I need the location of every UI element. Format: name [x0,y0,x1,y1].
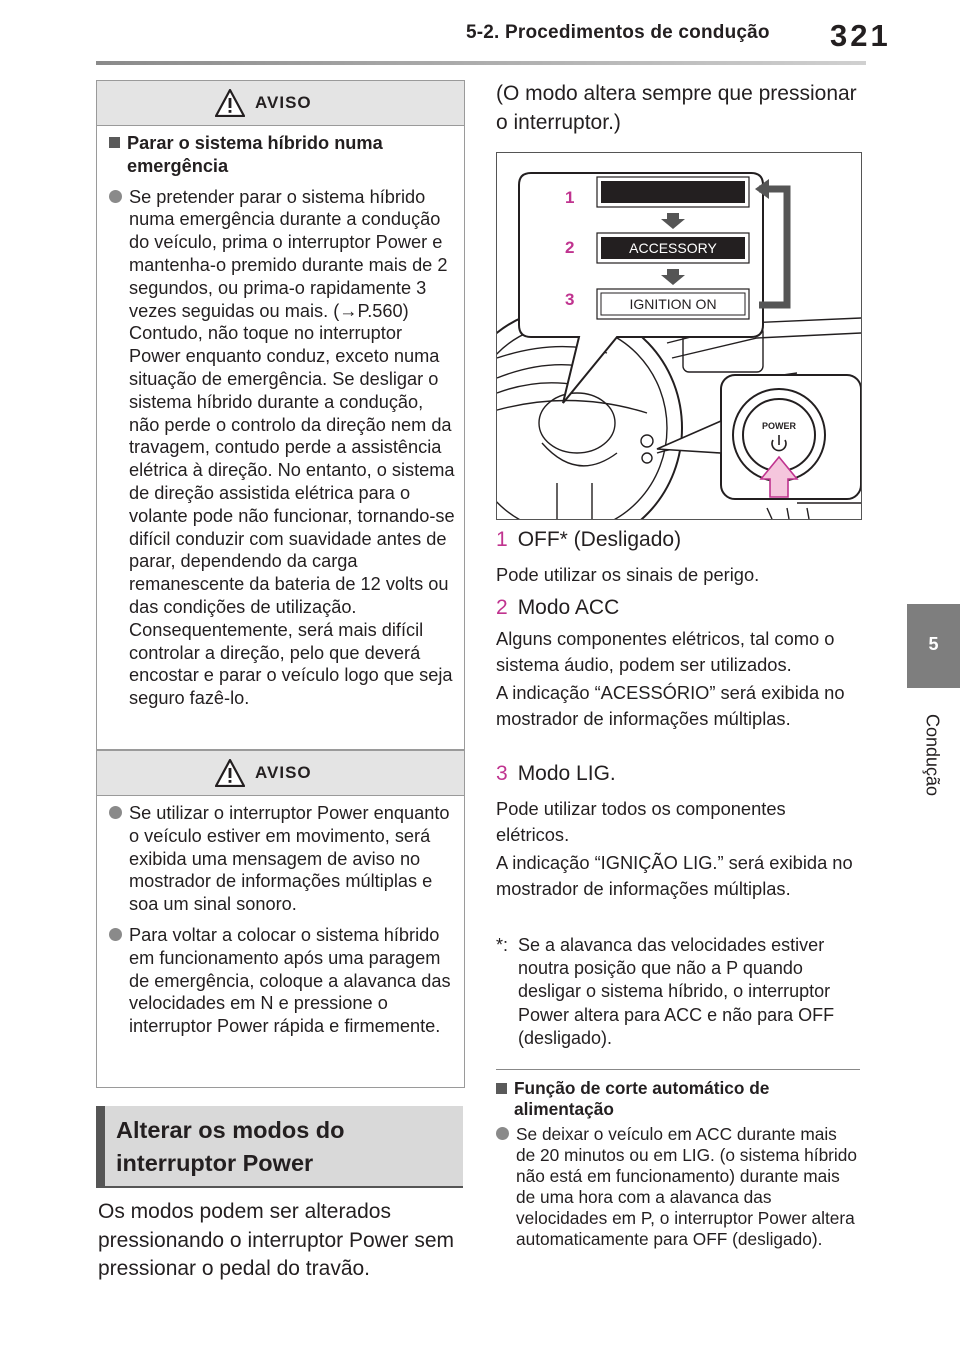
chapter-number: 5 [928,634,939,654]
warning-triangle-icon [215,89,245,117]
auto-power-off-bullet: Se deixar o veículo em ACC durante mais de 20 minutos ou em LIG. (o sistema híbrido não está em funcionamento) durante mais de uma hora com a alavanca das velocidades em P, o interruptor Power altera automaticamente para OFF (desligado). [496,1124,860,1250]
chapter-tab [907,604,960,688]
mode-ign-desc: Pode utilizar todos os componentes elétricos. [496,798,786,845]
auto-power-off-heading: Função de corte automático de alimentação [496,1078,860,1120]
round-bullet-icon [109,190,122,203]
divider [496,1069,860,1070]
mode-off: 1 OFF* (Desligado) [496,528,682,551]
warning-subheading: Parar o sistema híbrido numa emergência [109,132,456,178]
mode-acc-desc: Alguns componentes elétricos, tal como o sistema áudio, podem ser utilizados. [496,628,835,675]
square-bullet-icon [109,137,120,148]
round-bullet-icon [109,928,122,941]
dashboard-drawing [497,153,861,519]
warning-bullet: Para voltar a colocar o sistema híbrido em funcionamento após uma paragem de emergência, coloque a alavanca das velocidades em N e pressione o interruptor Power rápida e firmemente. [109,924,456,1038]
square-bullet-icon [496,1083,507,1094]
footnote: *: Se a alavanca das velocidades estiver noutra posição que não a P quando desligar o sistema híbrido, o interruptor Power altera para ACC e não para OFF (desligado). [496,935,835,1048]
warning-box-power-switch [96,750,465,1088]
page-header [0,0,960,70]
warning-title: AVISO [255,93,312,112]
mode-number-2: 2 [565,238,575,257]
mode-ign-display: A indicação “IGNIÇÃO LIG.” será exibida no mostrador de informações múltiplas. [496,852,853,899]
section-title: 5-2. Procedimentos de condução [466,22,770,43]
power-switch-illustration [496,152,862,520]
display-ignition-on: IGNITION ON [629,296,717,312]
warning-header [97,751,464,796]
warning-header [97,81,464,126]
header-rule [96,62,866,64]
warning-triangle-icon [215,759,245,787]
round-bullet-icon [109,806,122,819]
warning-box-emergency-stop [96,80,465,750]
power-button-label: POWER [761,421,797,431]
warning-title: AVISO [255,763,312,782]
auto-power-off-section [496,1078,860,1254]
section-intro: Os modos podem ser alterados pressionando o interruptor Power sem pressionar o pedal do travão. [98,1200,455,1281]
section-heading-bar [96,1106,105,1188]
mode-number-1: 1 [565,188,575,207]
mode-ign: 3 Modo LIG. [496,762,616,785]
mode-acc: 2 Modo ACC [496,596,620,619]
page-number: 321 [830,18,891,53]
warning-bullet: Se utilizar o interruptor Power enquanto o veículo estiver em movimento, será exibida uma mensagem de aviso no mostrador de informações múltiplas e soa um sinal sonoro. [109,802,456,916]
display-accessory: ACCESSORY [629,240,717,256]
round-bullet-icon [496,1127,509,1140]
mode-change-note: (O modo altera sempre que pressionar o interruptor.) [496,82,857,134]
mode-acc-display: A indicação “ACESSÓRIO” será exibida no mostrador de informações múltiplas. [496,682,845,729]
mode-number-3: 3 [565,290,575,309]
section-heading: Alterar os modos do interruptor Power [96,1106,463,1188]
chapter-label: Condução [922,713,943,797]
warning-bullet: Se pretender parar o sistema híbrido numa emergência durante a condução do veículo, prima o interruptor Power e mantenha-o premido durante mais de 2 segundos, ou prima-o rapidamente 3 vezes seguidas ou mais. (→P.560) Contudo, não toque no interruptor Power enquanto conduz, exceto numa situação de emergência. Se desligar o sistema híbrido durante a condução, não perde o controlo da direção nem da travagem, contudo perde a assistência elétrica à direção. No entanto, o sistema de direção assistida elétrica para o volante pode não funcionar, tornando-se difícil conduzir com suavidade antes de parar, dependendo da carga remanescente da bateria de 12 volts ou das condições de utilização. Consequentemente, será mais difícil controlar a direção, pelo que deverá encostar e parar o veículo logo que seja seguro fazê-lo. [109,186,456,710]
mode-off-desc: Pode utilizar os sinais de perigo. [496,564,760,585]
